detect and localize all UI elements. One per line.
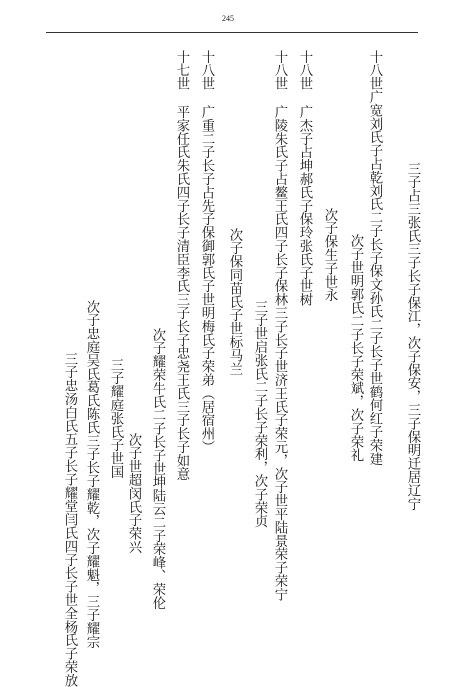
genealogy-column-6: 十八世 广陵朱氏子占鳌王氏四子长子保林三子长子世济王氏子荣元，次子世平陆景荣子荣宁	[272, 50, 287, 601]
genealogy-column-4: 次子保生子世永	[322, 208, 337, 302]
genealogy-column-15: 三子忠汤白氏五子长子耀堂闫氏四子长子世全杨氏子荣放	[62, 352, 77, 687]
header-rule	[46, 32, 418, 33]
page-number: 245	[222, 14, 234, 23]
genealogy-column-2: 十八世广宽刘氏子占乾刘氏二子长子保文孙氏二子长子世鹤何红子荣建	[367, 50, 382, 466]
genealogy-column-13: 次子世超闵氏子荣兴	[126, 433, 141, 554]
genealogy-column-14: 次子忠庭吴氏葛氏陈氏三子长子耀乾，次子耀魁，三子耀宗	[84, 300, 99, 649]
genealogy-column-5: 十八世 广杰子占坤郝氏子保玲张氏子世树	[297, 50, 312, 307]
genealogy-column-7: 三子世启张氏二子长子荣利，次子荣贞	[252, 300, 267, 528]
genealogy-column-1: 三子占三张氏三子长子保江，次子保安，三子保明迁居辽宁	[405, 162, 420, 511]
genealogy-column-3: 次子世明郭氏二子长子荣斌，次子荣礼	[348, 234, 363, 462]
genealogy-column-8: 次子保同苗氏子世标马兰	[227, 228, 242, 376]
genealogy-column-9: 十八世 广重二子长子占先子保御郭氏子世明梅氏子荣弟（居宿州）	[199, 50, 214, 454]
genealogy-column-11: 次子耀荣牛氏二子长子世坤陆云二子荣峰、荣伦	[150, 328, 165, 610]
genealogy-column-10: 十七世 平家任氏朱氏四子长子清臣李氏三子长子忠尧王氏三子长子如意	[174, 50, 189, 481]
genealogy-column-12: 三子耀庭张氏子世国	[108, 358, 123, 479]
